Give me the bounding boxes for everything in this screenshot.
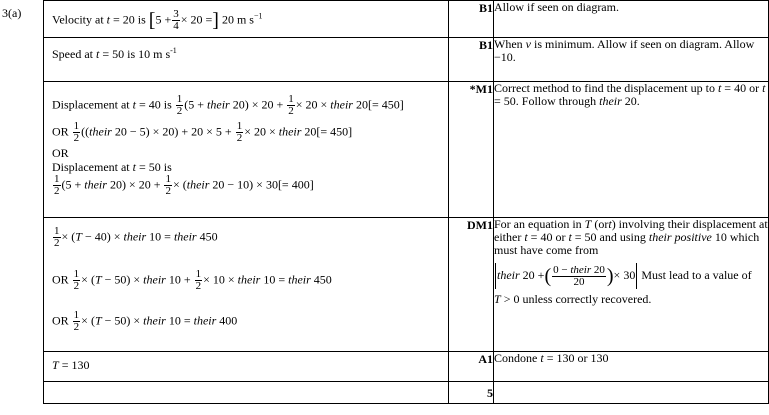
answer-line: OR (52, 146, 69, 160)
answer-cell: Speed at t = 50 is 10 m $s^{-1}$ (44, 38, 449, 82)
table-row (44, 218, 769, 352)
table-row (44, 352, 769, 382)
table-row (44, 1, 769, 38)
answer-line: Displacement at t = 40 is $\frac{1}{2}$ (5 + their 20) × 20 + $\frac{1}{2}$ × 20 × their 20[= 450] (52, 93, 404, 117)
answer-line: OR $\frac{1}{2}$ × (T − 50) × their 10 + $\frac{1}{2}$ × 10 × their 10 = their 450 (52, 268, 332, 292)
question-number: 3(a) (2, 6, 22, 20)
mark-cell: DM1 (449, 218, 494, 352)
answer-cell (44, 218, 449, 352)
answer-line: $\frac{1}{2}$ (5 + their 20) × 20 + $\frac{1}{2}$ × (their 20 − 10) × 30[= 400] (54, 173, 314, 197)
fraction: $\frac{3}{4}$ (173, 8, 179, 32)
formula-line: their 20 +( $\frac{\text{0 − their 20}}{20}$ )× 30 Must lead to a value of (497, 263, 752, 288)
total-mark-cell: 5 (449, 382, 494, 404)
answer-cell: T = 130 (44, 352, 449, 382)
answer-line: $\frac{1}{2}$ × (T − 40) × their 10 = their 450 (54, 225, 218, 249)
mark-cell: B1 (449, 38, 494, 82)
answer-cell (44, 82, 449, 218)
guidance-cell: Condone t = 130 or 130 (494, 352, 769, 382)
guidance-cell: For an equation in T (ort) involving their displacement at either t = 40 or t = 50 and using their positive 10 which must have come from their 20 +( $\frac{\text{0 − their 20}}{20}$ )× 30 Must lead to a value of T > 0 unless correctly recovered. (494, 218, 769, 352)
guidance-cell: Allow if seen on diagram. (494, 1, 769, 38)
answer-line: Displacement at t = 50 is (52, 160, 172, 174)
table-row (44, 382, 769, 404)
answer-cell (44, 382, 449, 404)
mark-scheme-table (43, 0, 769, 404)
table-row (44, 38, 769, 82)
table-row (44, 82, 769, 218)
answer-line: Velocity at t = 20 is [5 + $\frac{3}{4}$ × 20 =] 20 m $s^{-1}$ (52, 8, 263, 32)
mark-cell: B1 (449, 1, 494, 38)
guidance-cell (494, 382, 769, 404)
answer-cell (44, 1, 449, 38)
guidance-cell: When v is minimum. Allow if seen on diagram. Allow −10. (494, 38, 769, 82)
mark-cell: A1 (449, 352, 494, 382)
answer-line: OR $\frac{1}{2}$ ((their 20 − 5) × 20) + 20 × 5 + $\frac{1}{2}$ × 20 × their 20[= 450] (52, 120, 353, 144)
mark-cell: *M1 (449, 82, 494, 218)
guidance-cell: Correct method to find the displacement up to t = 40 or t = 50. Follow through their 20. (494, 82, 769, 218)
answer-line: OR $\frac{1}{2}$ × (T − 50) × their 10 = their 400 (52, 309, 238, 333)
